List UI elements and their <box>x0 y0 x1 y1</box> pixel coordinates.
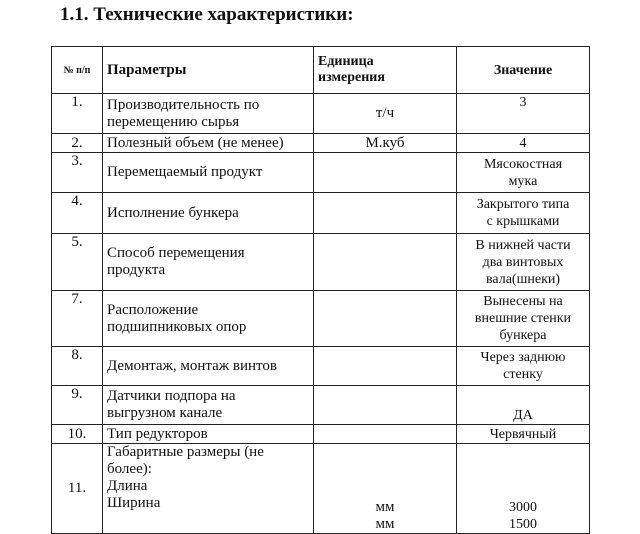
row-unit <box>314 347 457 386</box>
row-value: Закрытого типа с крышками <box>457 193 590 234</box>
row-value: 4 <box>457 134 590 153</box>
row-value: Червячный <box>457 425 590 444</box>
row-unit: т/ч <box>314 94 457 134</box>
table-row <box>52 347 590 386</box>
table-row <box>52 193 590 234</box>
table-row <box>52 386 590 425</box>
row-value: 3000 1500 <box>457 444 590 534</box>
row-number: 1. <box>52 94 103 134</box>
row-number: 3. <box>52 153 103 193</box>
row-parameter: Исполнение бункера <box>103 193 314 234</box>
row-unit <box>314 153 457 193</box>
header-unit: Единица измерения <box>314 47 457 94</box>
row-parameter: Датчики подпора на выгрузном канале <box>103 386 314 425</box>
row-parameter: Перемещаемый продукт <box>103 153 314 193</box>
row-number: 4. <box>52 193 103 234</box>
row-value: Через заднюю стенку <box>457 347 590 386</box>
specifications-table <box>51 46 590 534</box>
row-parameter: Полезный объем (не менее) <box>103 134 314 153</box>
table-row <box>52 94 590 134</box>
header-value: Значение <box>457 47 590 94</box>
row-value: ДА <box>457 386 590 425</box>
table-row <box>52 153 590 193</box>
row-unit <box>314 386 457 425</box>
table-row <box>52 291 590 347</box>
row-value: 3 <box>457 94 590 134</box>
row-parameter: Демонтаж, монтаж винтов <box>103 347 314 386</box>
row-value: Вынесены на внешние стенки бункера <box>457 291 590 347</box>
table-row <box>52 134 590 153</box>
row-parameter: Способ перемещения продукта <box>103 234 314 291</box>
row-unit <box>314 291 457 347</box>
row-value: В нижней части два винтовых вала(шнеки) <box>457 234 590 291</box>
row-number: 9. <box>52 386 103 425</box>
header-parameters: Параметры <box>103 47 314 94</box>
row-parameter: Габаритные размеры (не более): Длина Ширина <box>103 444 314 534</box>
row-unit <box>314 425 457 444</box>
row-number: 8. <box>52 347 103 386</box>
header-number: № п/п <box>52 47 103 94</box>
row-number: 11. <box>52 444 103 534</box>
row-number: 7. <box>52 291 103 347</box>
section-heading: 1.1. Технические характеристики: <box>60 4 354 25</box>
row-number: 2. <box>52 134 103 153</box>
row-unit <box>314 193 457 234</box>
row-unit: М.куб <box>314 134 457 153</box>
row-parameter: Тип редукторов <box>103 425 314 444</box>
table-row <box>52 234 590 291</box>
table-header-row <box>52 47 590 94</box>
row-number: 5. <box>52 234 103 291</box>
row-number: 10. <box>52 425 103 444</box>
row-value: Мясокостная мука <box>457 153 590 193</box>
row-parameter: Производительность по перемещению сырья <box>103 94 314 134</box>
table-row <box>52 444 590 534</box>
table-row <box>52 425 590 444</box>
row-parameter: Расположение подшипниковых опор <box>103 291 314 347</box>
row-unit <box>314 234 457 291</box>
row-unit: мм мм <box>314 444 457 534</box>
